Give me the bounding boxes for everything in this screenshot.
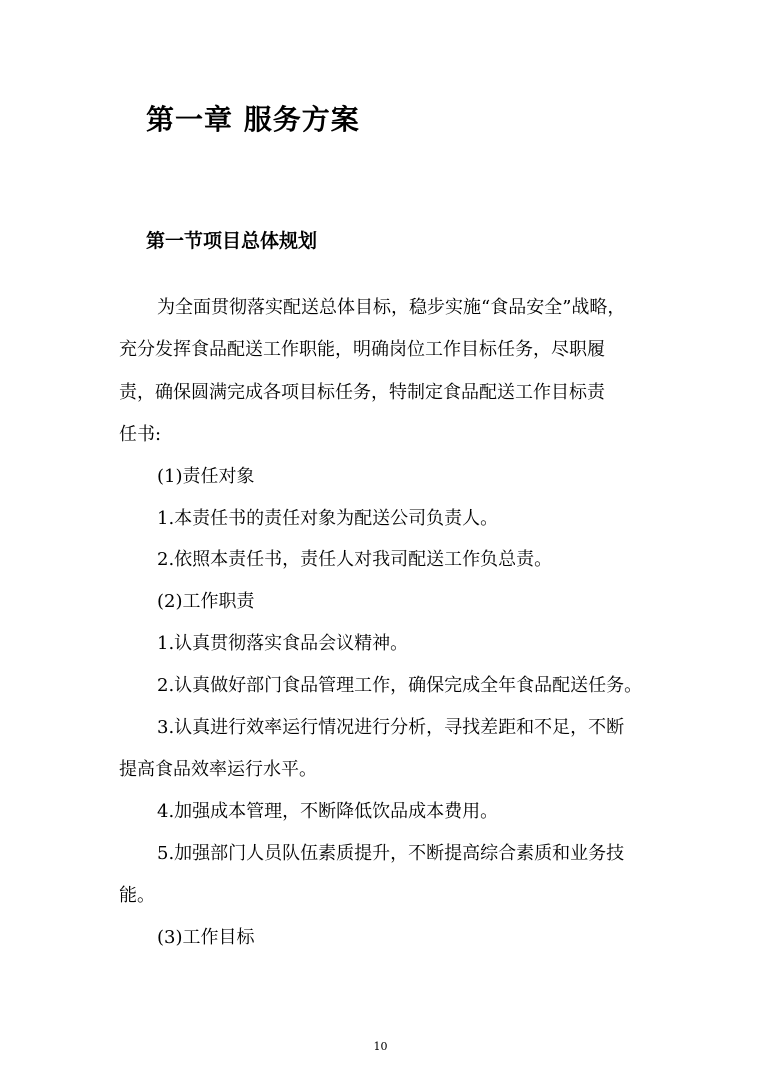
chapter-title: 第一章 服务方案: [146, 103, 360, 136]
paragraph-line: 充分发挥食品配送工作职能，明确岗位工作目标任务，尽职履: [119, 339, 605, 360]
list-item: 5.加强部门人员队伍素质提升，不断提高综合素质和业务技: [157, 843, 625, 864]
list-item: 4.加强成本管理，不断降低饮品成本费用。: [157, 801, 499, 822]
subheading-work-goals: (3)工作目标: [157, 927, 255, 948]
list-item: 2.依照本责任书，责任人对我司配送工作负总责。: [157, 549, 553, 570]
list-item: 2.认真做好部门食品管理工作，确保完成全年食品配送任务。: [157, 675, 643, 696]
list-item: 3.认真进行效率运行情况进行分析，寻找差距和不足，不断: [157, 717, 625, 738]
list-item-continuation: 能。: [119, 885, 155, 906]
list-item: 1.认真贯彻落实食品会议精神。: [157, 633, 409, 654]
list-item-continuation: 提高食品效率运行水平。: [119, 759, 317, 780]
page-number: 10: [373, 1040, 388, 1053]
paragraph-line: 任书:: [119, 424, 162, 445]
paragraph-line: 责，确保圆满完成各项目标任务，特制定食品配送工作目标责: [119, 382, 605, 403]
subheading-job-duties: (2)工作职责: [157, 591, 255, 612]
paragraph-line: 为全面贯彻落实配送总体目标，稳步实施“食品安全”战略，: [157, 297, 626, 318]
section-title: 第一节项目总体规划: [146, 230, 318, 252]
subheading-responsibility-target: (1)责任对象: [157, 466, 255, 487]
list-item: 1.本责任书的责任对象为配送公司负责人。: [157, 508, 499, 529]
